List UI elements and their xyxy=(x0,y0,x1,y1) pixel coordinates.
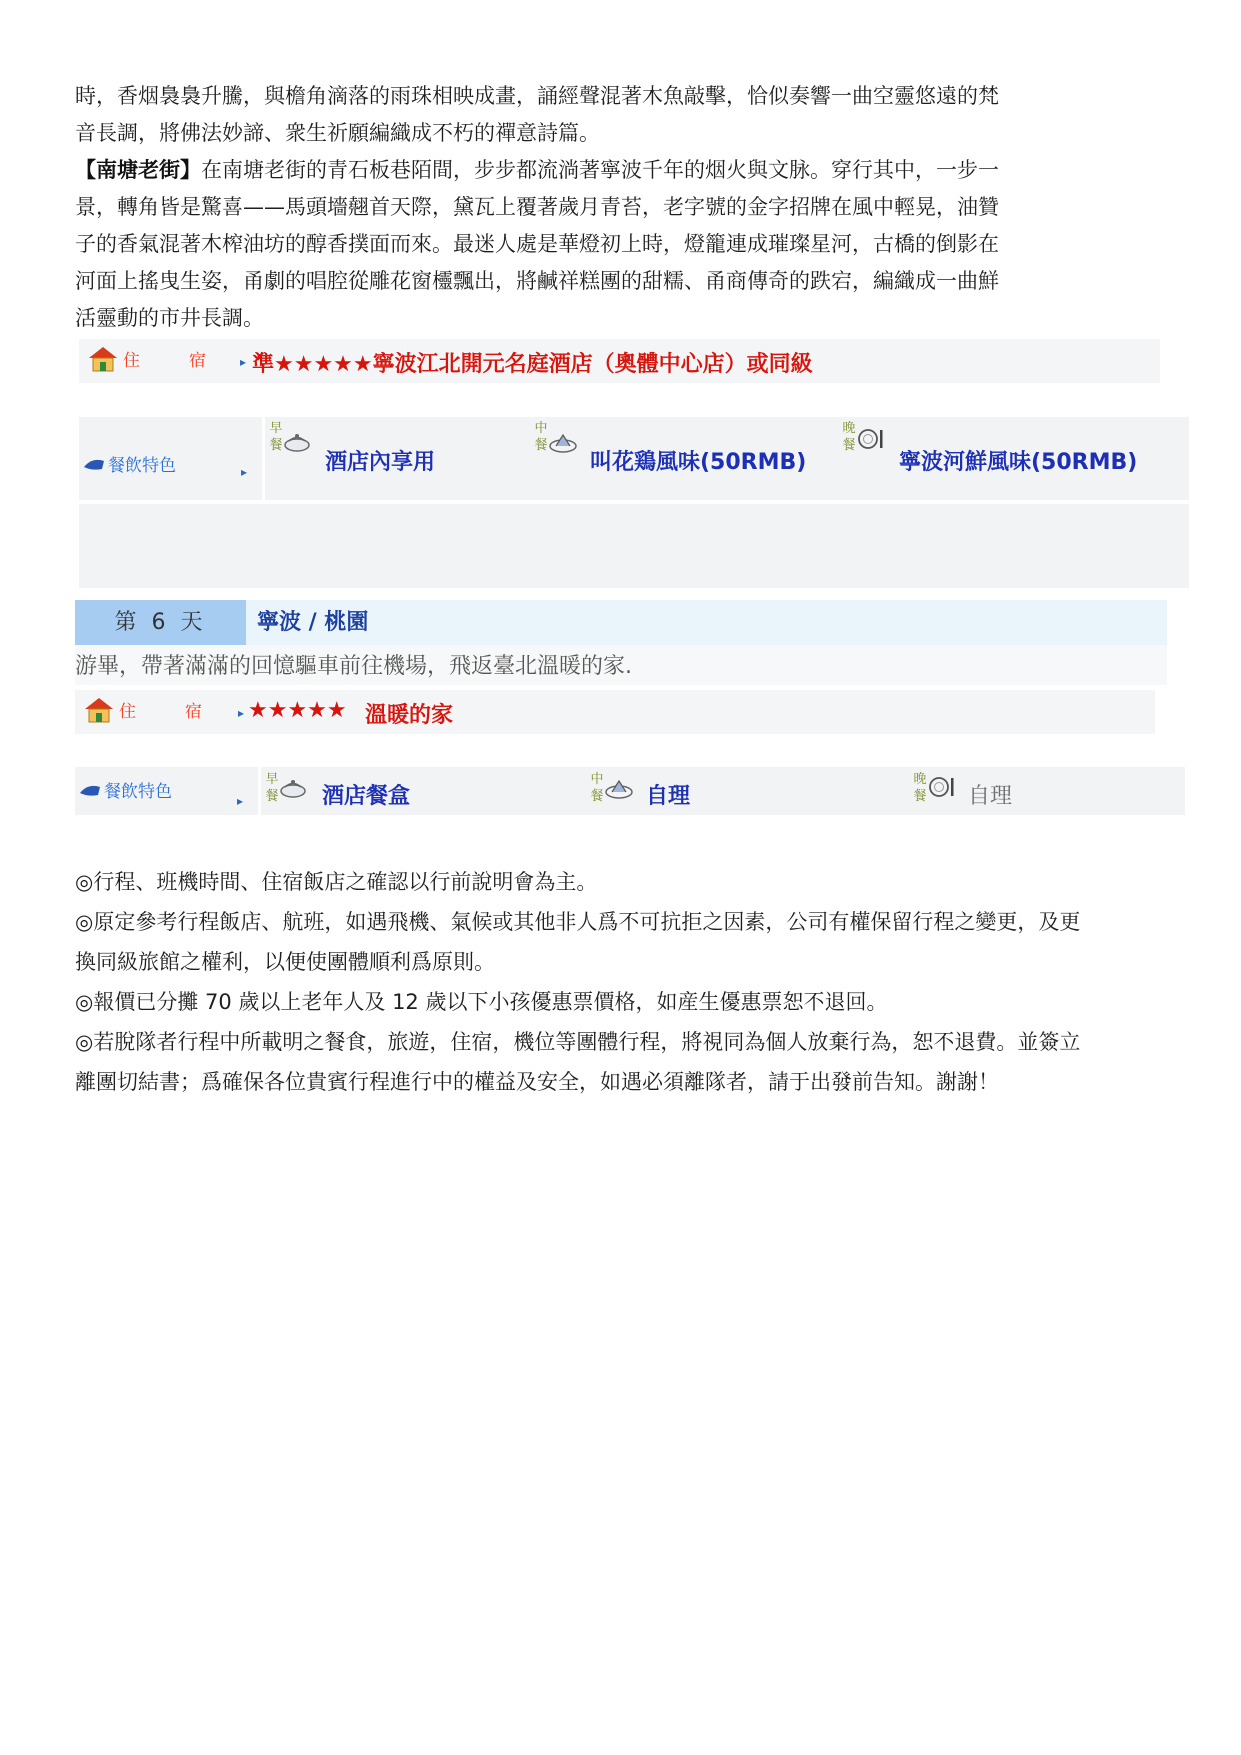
day6-description-row xyxy=(75,645,1167,685)
nantang-line: 景，轉角皆是驚喜——馬頭墻翹首天際，黛瓦上覆著歲月青苔，老字號的金字招牌在風中輕晃，油贊 xyxy=(75,195,999,219)
day6-stay-row xyxy=(75,690,1155,734)
day6-label: 第 6 天 xyxy=(75,600,246,645)
teacup-icon xyxy=(283,431,313,455)
day6-meal-table xyxy=(75,767,1185,815)
bullet-arrow-icon: ▸ xyxy=(240,355,247,369)
svg-text:宿: 宿 xyxy=(185,702,202,722)
day5-meal-table xyxy=(79,417,1189,588)
nantang-line: 【南塘老街】在南塘老街的青石板巷陌間，步步都流淌著寧波千年的烟火與文脉。穿行其中，一步一 xyxy=(75,158,999,182)
stay-label xyxy=(83,696,203,726)
bullet-arrow-icon: ▸ xyxy=(237,794,244,808)
svg-text:宿: 宿 xyxy=(189,351,206,371)
dinner-tag: 晚 餐 xyxy=(913,772,927,804)
day6-hotel-stars: ★★★★★ xyxy=(248,698,347,723)
house-icon xyxy=(83,696,203,726)
bullet-arrow-icon: ▸ xyxy=(241,465,248,479)
day5-stay-row xyxy=(79,339,1160,383)
plate-cutlery-icon xyxy=(927,775,957,799)
plate-icon xyxy=(604,777,634,801)
day5-hotel: 準★★★★★寧波江北開元名庭酒店（奧體中心店）或同級 xyxy=(252,352,813,377)
day6-description: 游畢，帶著滿滿的回憶驅車前往機場，飛返臺北溫暖的家. xyxy=(75,654,632,679)
day6-route: 寧波 / 桃園 xyxy=(257,610,369,635)
day6-breakfast: 酒店餐盒 xyxy=(322,784,411,809)
nantang-title: 【南塘老街】 xyxy=(75,158,201,182)
dinner-tag: 晚 餐 xyxy=(842,421,856,453)
svg-text:住: 住 xyxy=(123,351,140,371)
note-line: 換同級旅館之權利，以便使團體順利爲原則。 xyxy=(75,950,495,974)
day5-lunch: 叫花鶏風味(50RMB) xyxy=(590,450,807,475)
dining-icon xyxy=(82,449,212,479)
svg-text:餐飲特色: 餐飲特色 xyxy=(104,782,172,802)
bullet-arrow-icon: ▸ xyxy=(238,706,245,720)
plate-icon xyxy=(548,431,578,455)
intro-line: 音長調，將佛法妙諦、衆生祈願編織成不朽的禪意詩篇。 xyxy=(75,121,600,145)
nantang-line: 活靈動的市井長調。 xyxy=(75,306,264,330)
breakfast-tag: 早 餐 xyxy=(269,421,283,453)
day5-breakfast: 酒店內享用 xyxy=(325,450,436,475)
svg-text:住: 住 xyxy=(119,702,136,722)
svg-text:餐飲特色: 餐飲特色 xyxy=(108,456,176,476)
day6-dinner: 自理 xyxy=(968,784,1013,809)
dining-label xyxy=(75,767,258,815)
plate-cutlery-icon xyxy=(856,427,886,451)
notes xyxy=(75,862,1175,1102)
day6-hotel: 溫暖的家 xyxy=(365,703,454,728)
lunch-tag: 中 餐 xyxy=(534,421,548,453)
house-icon xyxy=(87,345,207,375)
intro-paragraph xyxy=(75,78,1175,152)
breakfast-tag: 早 餐 xyxy=(265,772,279,804)
stay-label xyxy=(87,345,207,375)
note-line: ◎原定參考行程飯店、航班，如遇飛機、氣候或其他非人爲不可抗拒之因素，公司有權保留行程之變更，及更 xyxy=(75,910,1081,934)
dining-icon xyxy=(78,775,208,805)
dining-label xyxy=(79,417,262,588)
teacup-icon xyxy=(279,777,309,801)
note-line: ◎報價已分攤 70 歲以上老年人及 12 歲以下小孩優惠票價格，如産生優惠票恕不退回。 xyxy=(75,990,888,1014)
day6-header xyxy=(75,600,1167,645)
nantang-line: 河面上搖曳生姿，甬劇的唱腔從雕花窗欞飄出，將鹹祥糕團的甜糯、甬商傳奇的跌宕，編織成一曲鮮 xyxy=(75,269,999,293)
day5-dinner: 寧波河鮮風味(50RMB) xyxy=(899,450,1138,475)
lunch-tag: 中 餐 xyxy=(590,772,604,804)
nantang-line: 子的香氣混著木榨油坊的醇香撲面而來。最迷人處是華燈初上時，燈籠連成璀璨星河，古橋的倒影在 xyxy=(75,232,999,256)
day6-lunch: 自理 xyxy=(646,784,691,809)
note-line: ◎行程、班機時間、住宿飯店之確認以行前說明會為主。 xyxy=(75,870,598,894)
note-line: 離團切結書；爲確保各位貴賓行程進行中的權益及安全，如遇必須離隊者，請于出發前告知。謝謝！ xyxy=(75,1070,999,1094)
note-line: ◎若脫隊者行程中所載明之餐食，旅遊，住宿，機位等團體行程，將視同為個人放棄行為，恕不退費。並簽立 xyxy=(75,1030,1081,1054)
intro-line: 時，香烟裊裊升騰，與檐角滴落的雨珠相映成畫，誦經聲混著木魚敲擊，恰似奏響一曲空靈悠遠的梵 xyxy=(75,84,999,108)
nantang-paragraph xyxy=(75,152,1175,337)
